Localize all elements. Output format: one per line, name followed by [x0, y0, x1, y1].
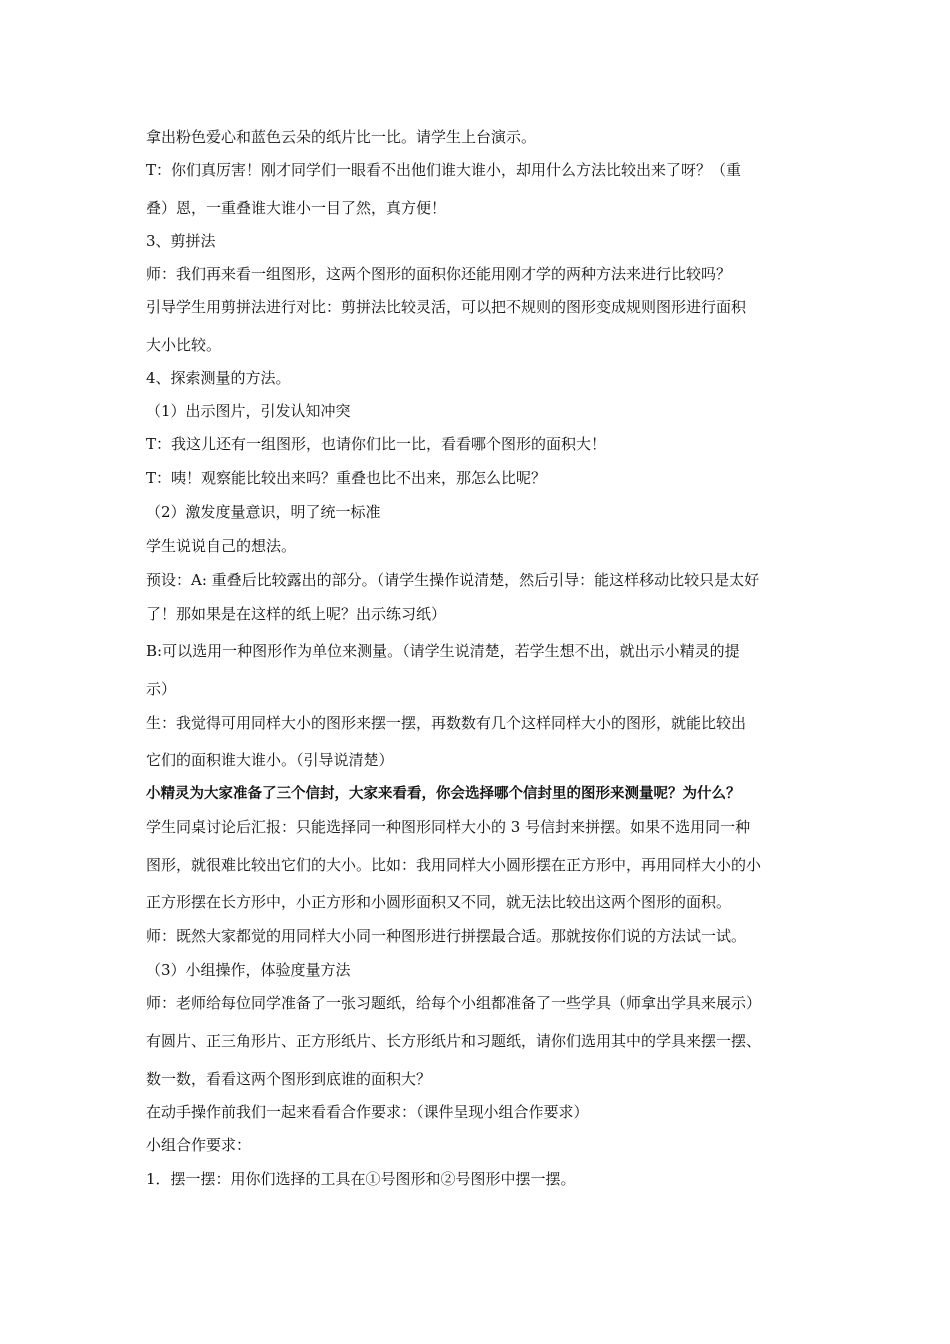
text-line: 大小比较。: [146, 336, 222, 354]
text-line: 有圆片、正三角形片、正方形纸片、长方形纸片和习题纸，请你们选用其中的学具来摆一摆、: [146, 1032, 762, 1050]
bold-question-line: 小精灵为大家准备了三个信封，大家来看看，你会选择哪个信封里的图形来测量呢？为什么？: [146, 786, 741, 802]
text-line: 拿出粉色爱心和蓝色云朵的纸片比一比。请学生上台演示。: [146, 128, 537, 146]
text-line: 图形，就很难比较出它们的大小。比如：我用同样大小圆形摆在正方形中，再用同样大小的小: [146, 856, 762, 874]
text-line: 正方形摆在长方形中，小正方形和小圆形面积又不同，就无法比较出这两个图形的面积。: [146, 893, 732, 911]
text-line: 了！那如果是在这样的纸上呢？出示练习纸）: [146, 605, 447, 623]
text-line: 师：我们再来看一组图形，这两个图形的面积你还能用刚才学的两种方法来进行比较吗？: [146, 265, 732, 283]
section-heading: 4、探索测量的方法。: [146, 369, 291, 387]
text-line: 预设：A: 重叠后比较露出的部分。（请学生操作说清楚，然后引导：能这样移动比较只是太好: [146, 571, 760, 589]
text-line: T：咦！观察能比较出来吗？重叠也比不出来，那怎么比呢？: [146, 469, 547, 487]
text-line: B:可以选用一种图形作为单位来测量。（请学生说清楚，若学生想不出，就出示小精灵的提: [146, 642, 740, 660]
text-line: 小组合作要求：: [146, 1136, 252, 1154]
text-line: 它们的面积谁大谁小。（引导说清楚）: [146, 751, 394, 769]
text-line: 数一数，看看这两个图形到底谁的面积大？: [146, 1070, 432, 1088]
text-line: 师：老师给每位同学准备了一张习题纸，给每个小组都准备了一些学具（师拿出学具来展示）: [146, 994, 762, 1012]
text-line: 学生同桌讨论后汇报：只能选择同一种图形同样大小的 3 号信封来拼摆。如果不选用同一种: [146, 818, 751, 836]
subsection-heading: （2）激发度量意识，明了统一标准: [146, 503, 381, 521]
text-line: 1．摆一摆：用你们选择的工具在①号图形和②号图形中摆一摆。: [146, 1170, 576, 1188]
text-line: 引导学生用剪拼法进行对比：剪拼法比较灵活，可以把不规则的图形变成规则图形进行面积: [146, 298, 747, 316]
text-line: T：你们真厉害！刚才同学们一眼看不出他们谁大谁小，却用什么方法比较出来了呀？（重: [146, 161, 742, 179]
subsection-heading: （3）小组操作，体验度量方法: [146, 961, 351, 979]
subsection-heading: （1）出示图片，引发认知冲突: [146, 402, 351, 420]
text-line: 学生说说自己的想法。: [146, 537, 297, 555]
text-line: T：我这儿还有一组图形，也请你们比一比，看看哪个图形的面积大！: [146, 435, 607, 453]
section-heading: 3、剪拼法: [146, 232, 216, 250]
text-line: 师：既然大家都觉的用同样大小同一种图形进行拼摆最合适。那就按你们说的方法试一试。: [146, 927, 747, 945]
text-line: 叠）恩，一重叠谁大谁小一目了然，真方便！: [146, 199, 447, 217]
text-line: 在动手操作前我们一起来看看合作要求：（课件呈现小组合作要求）: [146, 1103, 589, 1121]
text-line: 示）: [146, 680, 177, 698]
text-line: 生：我觉得可用同样大小的图形来摆一摆，再数数有几个这样同样大小的图形，就能比较出: [146, 714, 747, 732]
